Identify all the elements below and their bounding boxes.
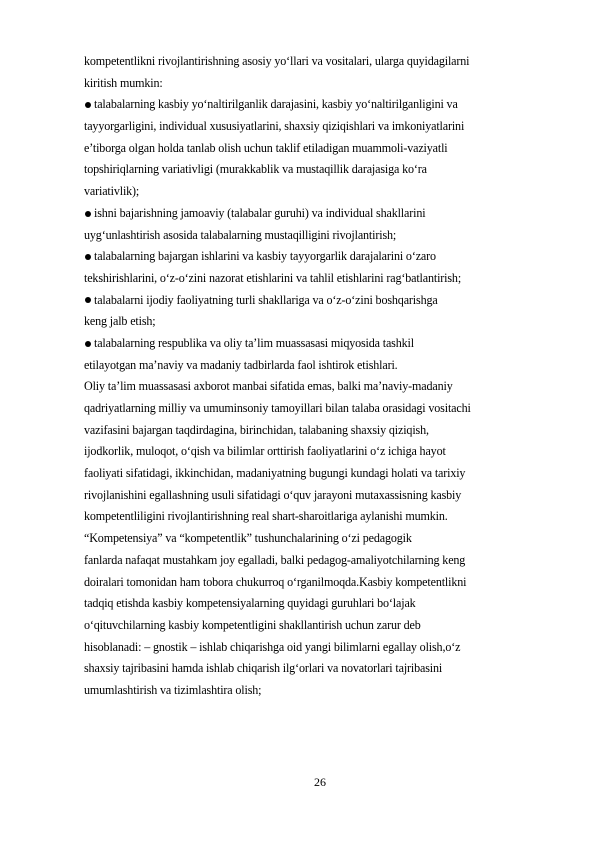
text-line: tekshirishlarini, o‘z-o‘zini nazorat etishlarini va tahlil etishlarini rag‘batlantirish; [84, 270, 462, 285]
text-line: o‘qituvchilarning kasbiy kompetentligini shakllantirish uchun zarur deb [84, 617, 421, 632]
text-line: rivojlanishini egallashning usuli sifatidagi o‘quv jarayoni mutaxassisning kasbiy [84, 487, 462, 502]
bullet-item [84, 333, 554, 355]
bullet-icon [85, 102, 91, 108]
body-text [84, 51, 554, 702]
text-line: e’tiborga olgan holda tanlab olish uchun taklif etiladigan muammoli-vaziyatli [84, 140, 448, 155]
bullet-text: talabalarning respublika va oliy ta’lim muassasasi miqyosida tashkil [94, 335, 414, 350]
text-line: Oliy ta’lim muassasasi axborot manbai sifatida emas, balki ma’naviy-madaniy [84, 379, 453, 394]
bullet-item [84, 203, 554, 225]
text-line: tayyorgarligini, individual xususiyatlarini, shaxsiy qiziqishlari va imkoniyatlarini [84, 119, 465, 134]
text-line: hisoblanadi: – gnostik – ishlab chiqarishga oid yangi bilimlarni egallay olish,o‘z [84, 639, 461, 654]
bullet-text: talabalarning bajargan ishlarini va kasbiy tayyorgarlik darajalarini o‘zaro [94, 249, 436, 264]
bullet-item [84, 246, 554, 268]
text-line: kiritish mumkin: [84, 75, 163, 90]
text-line: keng jalb etish; [84, 314, 156, 329]
bullet-item [84, 94, 554, 116]
bullet-item [84, 290, 554, 312]
text-line: umumlashtirish va tizimlashtira olish; [84, 682, 262, 697]
text-line: ijodkorlik, muloqot, o‘qish va bilimlar orttirish faoliyatlarini o‘z ichiga hayot [84, 444, 446, 459]
bullet-text: ishni bajarishning jamoaviy (talabalar guruhi) va individual shakllarini [94, 205, 426, 220]
text-line: “Kompetensiya” va “kompetentlik” tushunchalarining o‘zi pedagogik [84, 531, 412, 546]
text-line: doiralari tomonidan ham tobora chukurroq o‘rganilmoqda.Kasbiy kompetentlikni [84, 574, 467, 589]
text-line: fanlarda nafaqat mustahkam joy egalladi, balki pedagog-amaliyotchilarning keng [84, 552, 466, 567]
text-line: topshiriqlarning variativligi (murakkablik va mustaqillik darajasiga ko‘ra [84, 162, 427, 177]
text-line: vazifasini bajargan taqdirdagina, birinchidan, talabaning shaxsiy qiziqish, [84, 422, 429, 437]
text-line: tadqiq etishda kasbiy kompetensiyalarning quyidagi guruhlari bo‘lajak [84, 596, 416, 611]
text-line: kompetentlikni rivojlantirishning asosiy yo‘llari va vositalari, ularga quyidagilarni [84, 54, 470, 68]
page-number: 26 [314, 775, 326, 789]
text-line: etilayotgan ma’naviy va madaniy tadbirlarda faol ishtirok etishlari. [84, 357, 398, 372]
bullet-text: talabalarning kasbiy yo‘naltirilganlik darajasini, kasbiy yo‘naltirilganligini va [94, 97, 458, 112]
text-line: kompetentliligini rivojlantirishning real shart-sharoitlariga aylanishi mumkin. [84, 509, 448, 524]
bullet-icon [85, 341, 91, 347]
text-line: faoliyati sifatidagi, ikkinchidan, madaniyatning bugungi kundagi holati va tarixiy [84, 466, 466, 481]
text-line: variativlik); [84, 184, 140, 199]
bullet-text: talabalarni ijodiy faoliyatning turli shakllariga va o‘z-o‘zini boshqarishga [94, 292, 438, 307]
text-line: uyg‘unlashtirish asosida talabalarning mustaqilligini rivojlantirish; [84, 227, 397, 242]
text-line: qadriyatlarning milliy va umuminsoniy tamoyillari bilan talaba orasidagi vositachi [84, 401, 471, 415]
bullet-icon [85, 254, 91, 260]
bullet-icon [85, 211, 91, 217]
text-line: shaxsiy tajribasini hamda ishlab chiqarish ilg‘orlari va novatorlari tajribasini [84, 661, 443, 676]
bullet-icon [85, 297, 91, 303]
